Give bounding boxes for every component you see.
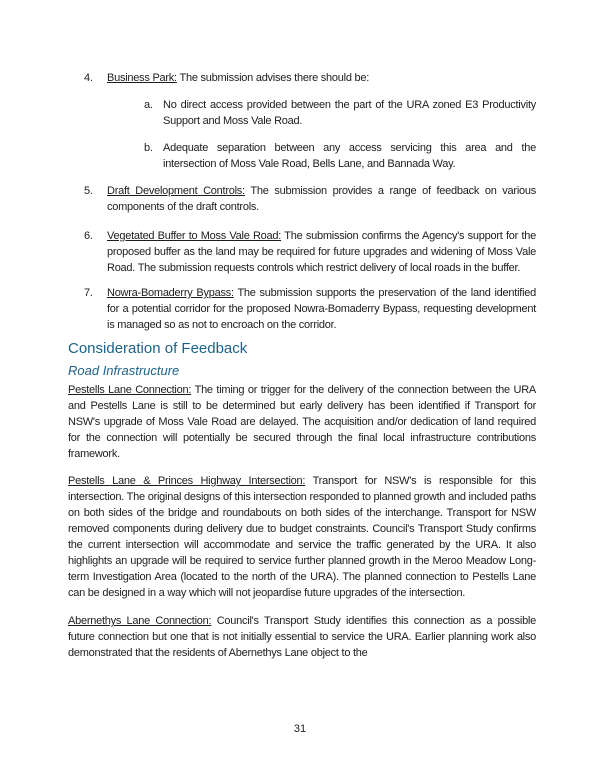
list-item-6 <box>68 228 536 276</box>
list-item-number: 4. <box>84 72 93 84</box>
list-item-text: The submission advises there should be: <box>179 72 370 84</box>
list-item-label: Vegetated Buffer to Moss Vale Road: <box>107 230 282 242</box>
list-item-5 <box>68 183 536 215</box>
sub-list-item-letter: a. <box>144 99 153 111</box>
list-item-text: The submission confirms the Agency's support for the proposed buffer as the land may be required for future upgrades and widening of Moss Vale Road. The submission requests controls which restrict delivery of local roads in the buffer. <box>107 230 536 274</box>
paragraph-text: The timing or trigger for the delivery of the connection between the URA and Pestells Lane is still to be determined but early delivery has been identified if Transport for NSW's upgrade of Moss Vale Road are delayed. The acquisition and/or dedication of land required for the connection will potentially be secured through the final local infrastructure contributions framework. <box>68 384 536 460</box>
paragraph-text: Council's Transport Study identifies this connection as a possible future connection but one that is not initially essential to service the URA. Earlier planning work also demonstrated that the residents of Abernethys Lane object to the <box>68 615 536 659</box>
list-item-label: Business Park: <box>107 72 177 84</box>
paragraph-pestells-lane-princes-highway <box>68 473 536 601</box>
sub-list-item-text: No direct access provided between the part of the URA zoned E3 Productivity Support and Moss Vale Road. <box>163 99 536 127</box>
paragraph-label: Pestells Lane Connection: <box>68 384 192 396</box>
sub-list-item-text: Adequate separation between any access servicing this area and the intersection of Moss Vale Road, Bells Lane, and Bannada Way. <box>163 142 536 170</box>
paragraph-label: Abernethys Lane Connection: <box>68 615 212 627</box>
section-heading: Consideration of Feedback <box>68 340 248 357</box>
document-content <box>68 70 536 661</box>
list-item-text: The submission supports the preservation of the land identified for a potential corridor for the proposed Nowra-Bomaderry Bypass, requesting development is managed so as not to encroach on the corridor. <box>107 287 537 331</box>
paragraph-text: Transport for NSW's is responsible for this intersection. The original designs of this intersection responded to planned growth and included paths on both sides of the bridge and roundabouts on both sides of the interchange. Transport for NSW removed components during delivery due to budget constraints. Council's Transport Study confirms the current intersection will accommodate and service the traffic generated by the URA. It also highlights an upgrade will be required to service further planned growth in the Meroo Meadow Long-term Investigation Area (located to the north of the URA). The planned connection to Pestells Lane can be designed in a way which will not jeopardise future upgrades of the intersection. <box>68 475 536 599</box>
paragraph-abernethys-lane-connection <box>68 613 536 661</box>
list-item-4 <box>68 70 536 86</box>
sub-list-item-b <box>68 140 536 172</box>
paragraph-label: Pestells Lane & Princes Highway Intersection: <box>68 475 306 487</box>
list-item-label: Draft Development Controls: <box>107 185 245 197</box>
section-subheading: Road Infrastructure <box>68 363 180 378</box>
sub-list-item-letter: b. <box>144 142 153 154</box>
list-item-text: The submission provides a range of feedback on various components of the draft controls. <box>107 185 537 213</box>
paragraph-pestells-lane-connection <box>68 382 536 462</box>
list-item-label: Nowra-Bomaderry Bypass: <box>107 287 234 299</box>
list-item-number: 7. <box>84 287 93 299</box>
page-number: 31 <box>293 723 307 735</box>
list-item-number: 5. <box>84 185 93 197</box>
list-item-number: 6. <box>84 230 93 242</box>
sub-list-item-a <box>68 97 536 129</box>
list-item-7 <box>68 285 536 333</box>
